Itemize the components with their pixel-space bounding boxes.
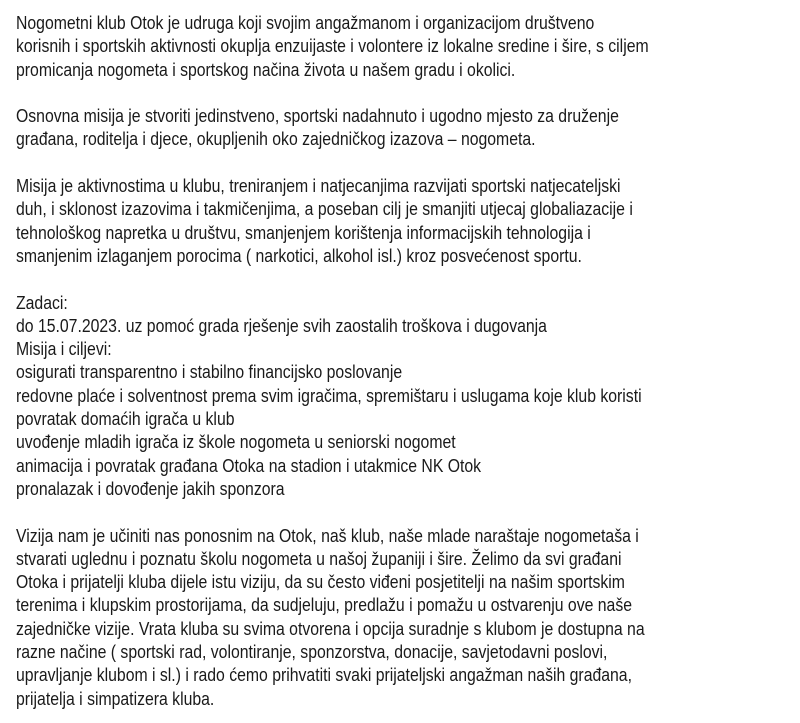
goal-item: povratak domaćih igrača u klub	[16, 409, 235, 430]
goal-item: osigurati transparentno i stabilno financijsko poslovanje	[16, 362, 403, 383]
text-line: građana, roditelja i djece, okupljenih oko zajedničkog izazova – nogometa.	[16, 129, 536, 150]
text-line: stvarati uglednu i poznatu školu nogometa u našoj županiji i šire. Želimo da svi građani	[16, 548, 622, 569]
text-line: Nogometni klub Otok je udruga koji svojim angažmanom i organizacijom društveno	[16, 13, 595, 33]
task-item: do 15.07.2023. uz pomoć grada rješenje svih zaostalih troškova i dugovanja	[16, 315, 547, 336]
text-line: promicanja nogometa i sportskog načina života u našem gradu i okolici.	[16, 59, 516, 80]
text-line: prijatelja i simpatizera kluba.	[16, 688, 215, 709]
paragraph-spacer	[16, 501, 710, 524]
paragraph-spacer	[16, 268, 710, 291]
tasks-section	[16, 292, 710, 502]
text-line: terenima i klupskim prostorijama, da sudjeluju, predlažu i pomažu u ostvarenju ove naše	[16, 595, 633, 616]
text-line: Vizija nam je učiniti nas ponosnim na Otok, naš klub, naše mlade naraštaje nogometaša i	[16, 525, 639, 546]
text-line: smanjenim izlaganjem porocima ( narkotici, alkohol isl.) kroz posvećenost sportu.	[16, 245, 582, 266]
text-line: zajedničke vizije. Vrata kluba su svima otvorena i opcija suradnje s klubom je dostupna na	[16, 618, 645, 639]
goal-item: pronalazak i dovođenje jakih sponzora	[16, 478, 285, 499]
text-line: korisnih i sportskih aktivnosti okuplja enzuijaste i volontere iz lokalne sredine i šire, s ciljem	[16, 36, 649, 57]
paragraph-spacer	[16, 82, 710, 105]
paragraph-spacer	[16, 152, 710, 175]
paragraph-mission-basic	[16, 105, 710, 152]
goal-item: redovne plaće i solventnost prema svim igračima, spremištaru i uslugama koje klub koristi	[16, 385, 642, 406]
goals-heading: Misija i ciljevi:	[16, 339, 112, 360]
goal-item: animacija i povratak građana Otoka na stadion i utakmice NK Otok	[16, 455, 482, 476]
text-line: tehnološkog napretka u društvu, smanjenjem korištenja informacijskih tehnologija i	[16, 222, 591, 243]
tasks-heading: Zadaci:	[16, 292, 68, 313]
paragraph-mission-activities	[16, 175, 710, 268]
text-line: Osnovna misija je stvoriti jedinstveno, sportski nadahnuto i ugodno mjesto za druženje	[16, 106, 619, 127]
text-line: razne načine ( sportski rad, volontiranje, sponzorstva, donacije, savjetodavni poslovi,	[16, 642, 608, 663]
text-line: duh, i sklonost izazovima i takmičenjima, a poseban cilj je smanjiti utjecaj globaliazacije i	[16, 199, 633, 220]
text-line: upravljanje klubom i sl.) i rado ćemo prihvatiti svaki prijateljski angažman naših građana,	[16, 665, 632, 686]
text-line: Otoka i prijatelji kluba dijele istu viziju, da su često viđeni posjetitelji na našim sportskim	[16, 572, 625, 593]
paragraph-intro	[16, 12, 710, 82]
paragraph-vision	[16, 525, 710, 711]
document-body	[16, 12, 710, 711]
goal-item: uvođenje mladih igrača iz škole nogometa u seniorski nogomet	[16, 432, 456, 453]
text-line: Misija je aktivnostima u klubu, treniranjem i natjecanjima razvijati sportski natjecateljski	[16, 176, 621, 197]
